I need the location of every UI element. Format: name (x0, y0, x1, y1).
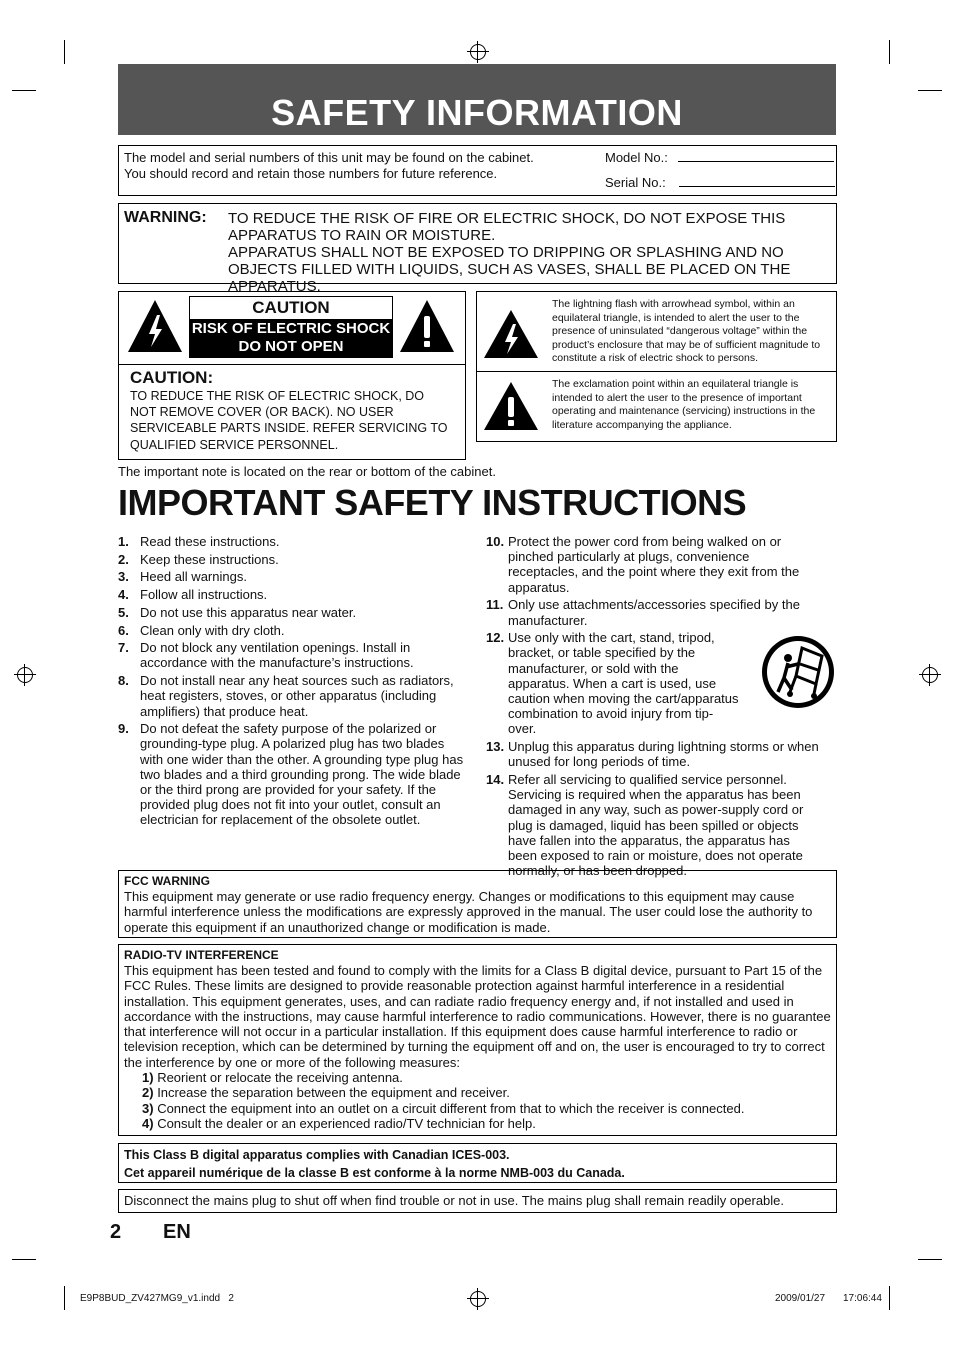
ices-fr: Cet appareil numérique de la classe B est conforme à la norme NMB-003 du Canada. (124, 1166, 625, 1180)
fcc-text: This equipment may generate or use radio frequency energy. Changes or modifications to this equipment may cause harmful interference unless the modifications are expressly approved in the manual. The user could lose the authority to operate this equipment if an unauthorized change or modification is made. (124, 889, 813, 935)
caution-heading: CAUTION: (130, 368, 214, 387)
model-number-field: Model No.: (605, 150, 834, 166)
measure-number: 3) (142, 1100, 154, 1116)
measure-item (142, 1101, 831, 1116)
instruction-number: 3. (118, 569, 129, 585)
crop-mark (12, 1259, 36, 1260)
measure-text: Connect the equipment into an outlet on a circuit different from that to which the receiver is connected. (157, 1100, 745, 1116)
print-date: 2009/01/27 (775, 1293, 826, 1304)
instruction-item (486, 534, 820, 595)
instruction-item (118, 587, 468, 602)
lightning-symbol-text: The lightning flash with arrowhead symbol, within an equilateral triangle, is intended to alert the user to the presence of uninsulated “dangerous voltage” within the product’s enclosure that may be of sufficient magnitude to constitute a risk of electric shock to persons. (552, 298, 821, 364)
print-file-name: E9P8BUD_ZV427MG9_v1.indd 2 (80, 1293, 234, 1304)
instruction-number: 8. (118, 673, 129, 689)
caution-label (189, 296, 393, 358)
instruction-text: Protect the power cord from being walked on or pinched particularly at plugs, convenience receptacles, and the point where they exit from the apparatus. (508, 534, 800, 595)
print-time: 17:06:44 (843, 1293, 882, 1304)
instruction-text: Do not use this apparatus near water. (140, 604, 357, 620)
instruction-number: 11. (486, 597, 504, 613)
instructions-left (118, 534, 468, 830)
instruction-text: Refer all servicing to qualified service personnel. Servicing is required when the apparatus has been damaged in any way, such as power-supply cord or plug is damaged, liquid has been spilled or objects have fallen into the apparatus, the apparatus has been exposed to rain or moisture, does not operate normally, or has been dropped. (508, 772, 804, 879)
instruction-number: 14. (486, 772, 505, 788)
mains-note-box (118, 1189, 837, 1213)
radio-tv-box (118, 944, 837, 1136)
instruction-item (118, 721, 468, 827)
lightning-symbol-icon (482, 308, 540, 360)
radio-text: This equipment has been tested and found to comply with the limits for a Class B digital device, pursuant to Part 15 of the FCC Rules. These limits are designed to provide reasonable protection against harmful interference in a residential installation. This equipment generates, uses, and can radiate radio frequency energy and, if not installed and used in accordance with the instructions, may cause harmful interference to radio communications. However, there is no guarantee that interference will not occur in a particular installation. If this equipment does cause harmful interference to radio or television reception, which can be determined by turning the equipment off and on, the user is encouraged to try to correct the interference by one or more of the following measures: (124, 963, 831, 1070)
caution-label-title: CAUTION (252, 298, 330, 317)
instruction-text: Read these instructions. (140, 534, 280, 549)
fcc-title: FCC WARNING (124, 874, 210, 888)
measure-text: Increase the separation between the equipment and receiver. (157, 1085, 510, 1101)
instruction-number: 12. (486, 630, 505, 646)
instruction-number: 4. (118, 587, 129, 603)
divider (477, 371, 836, 372)
registration-mark-icon (17, 667, 33, 683)
instruction-text: Do not block any ventilation openings. Install in accordance with the manufacture’s instructions. (140, 640, 414, 671)
instruction-number: 7. (118, 640, 129, 656)
lightning-warning-icon (126, 298, 184, 354)
exclamation-warning-icon (398, 298, 456, 354)
model-number-line (678, 151, 834, 162)
page-title: SAFETY INFORMATION (271, 92, 683, 133)
instruction-number: 2. (118, 551, 129, 567)
instruction-text: Clean only with dry cloth. (140, 622, 285, 638)
instruction-text: Do not install near any heat sources such as radiators, heat registers, stoves, or other apparatus (including amplifiers) that produce heat. (140, 673, 454, 719)
radio-measures (124, 1070, 831, 1131)
measure-item (142, 1085, 831, 1100)
cart-tipover-icon (760, 634, 836, 710)
instruction-text: Heed all warnings. (140, 569, 247, 585)
instruction-number: 6. (118, 622, 129, 638)
page-language: EN (163, 1221, 191, 1243)
page-number: 2 (110, 1221, 122, 1243)
measure-item (142, 1070, 831, 1085)
measure-number: 4) (142, 1115, 154, 1131)
crop-mark (12, 90, 36, 91)
instruction-text: Do not defeat the safety purpose of the polarized or grounding-type plug. A polarized plug has two blades with one wider than the other. A grounding type plug has two blades and a third grounding prong. The wide blade or the third prong are provided for your safety. If the provided plug does not fit into your outlet, consult an electrician for replacement of the obsolete outlet. (140, 721, 464, 828)
instruction-item (118, 534, 468, 549)
crop-mark (889, 1286, 890, 1310)
instruction-item (486, 739, 820, 769)
crop-mark (64, 40, 65, 64)
instruction-text: Unplug this apparatus during lightning storms or when unused for long periods of time. (508, 739, 819, 770)
section-banner (118, 64, 836, 135)
serial-number-field: Serial No.: (605, 175, 835, 191)
registration-mark-icon (470, 1291, 486, 1307)
crop-mark (889, 40, 890, 64)
instructions-title: IMPORTANT SAFETY INSTRUCTIONS (118, 482, 747, 523)
rear-note: The important note is located on the rear or bottom of the cabinet. (118, 464, 496, 479)
crop-mark (918, 90, 942, 91)
model-serial-box (118, 145, 837, 196)
instruction-item (486, 597, 820, 627)
mains-note: Disconnect the mains plug to shut off when find trouble or not in use. The mains plug shall remain readily operable. (124, 1193, 785, 1208)
instruction-text: Only use attachments/accessories specified by the manufacturer. (508, 597, 800, 628)
warning-label: WARNING: (124, 209, 207, 226)
ices-box (118, 1143, 837, 1183)
measure-text: Consult the dealer or an experienced radio/TV technician for help. (157, 1115, 536, 1131)
instruction-item (118, 623, 468, 638)
exclamation-symbol-text: The exclamation point within an equilateral triangle is intended to alert the user to the presence of important operating and maintenance (servicing) instructions in the literature accompanying the appliance. (552, 378, 816, 431)
ices-en: This Class B digital apparatus complies with Canadian ICES-003. (124, 1148, 510, 1162)
instruction-number: 1. (118, 534, 129, 549)
registration-mark-icon (470, 44, 486, 60)
instruction-item (118, 640, 468, 670)
instruction-number: 9. (118, 721, 129, 737)
warning-text: TO REDUCE THE RISK OF FIRE OR ELECTRIC SHOCK, DO NOT EXPOSE THIS APPARATUS TO RAIN OR MOISTURE. APPARATUS SHALL NOT BE EXPOSED TO DRIPPING OR SPLASHING AND NO OBJECTS FILLED WITH LIQUIDS, SUCH AS VASES, SHALL BE PLACED ON THE APPARATUS. (228, 210, 791, 295)
instruction-number: 5. (118, 604, 129, 620)
instruction-item (118, 552, 468, 567)
caution-text: TO REDUCE THE RISK OF ELECTRIC SHOCK, DO NOT REMOVE COVER (OR BACK). NO USER SERVICEABLE PARTS INSIDE. REFER SERVICING TO QUALIFIED SERVICE PERSONNEL. (130, 389, 448, 452)
serial-number-line (679, 176, 835, 187)
crop-mark (64, 1286, 65, 1310)
model-note: The model and serial numbers of this unit may be found on the cabinet. You should record and retain those numbers for future reference. (124, 150, 534, 181)
measure-number: 1) (142, 1070, 154, 1086)
crop-mark (918, 1259, 942, 1260)
divider (119, 364, 465, 365)
instruction-text: Use only with the cart, stand, tripod, bracket, or table specified by the manufacturer, or sold with the apparatus. When a cart is used, use caution when moving the cart/apparatus combination to avoid injury from tip-over. (508, 630, 739, 737)
instruction-item (118, 569, 468, 584)
measure-text: Reorient or relocate the receiving antenna. (157, 1070, 403, 1086)
registration-mark-icon (922, 667, 938, 683)
instruction-text: Keep these instructions. (140, 551, 279, 567)
fcc-warning-box (118, 870, 837, 938)
warning-box (118, 203, 837, 295)
instruction-number: 10. (486, 534, 505, 549)
exclamation-symbol-icon (482, 380, 540, 432)
instruction-number: 13. (486, 739, 505, 755)
measure-item (142, 1116, 831, 1131)
instruction-item (118, 605, 468, 620)
measure-number: 2) (142, 1085, 154, 1101)
caution-label-sub: RISK OF ELECTRIC SHOCK DO NOT OPEN (191, 320, 391, 355)
instruction-item (118, 673, 468, 719)
instruction-text: Follow all instructions. (140, 587, 268, 603)
radio-title: RADIO-TV INTERFERENCE (124, 948, 279, 962)
instruction-item (486, 772, 820, 878)
